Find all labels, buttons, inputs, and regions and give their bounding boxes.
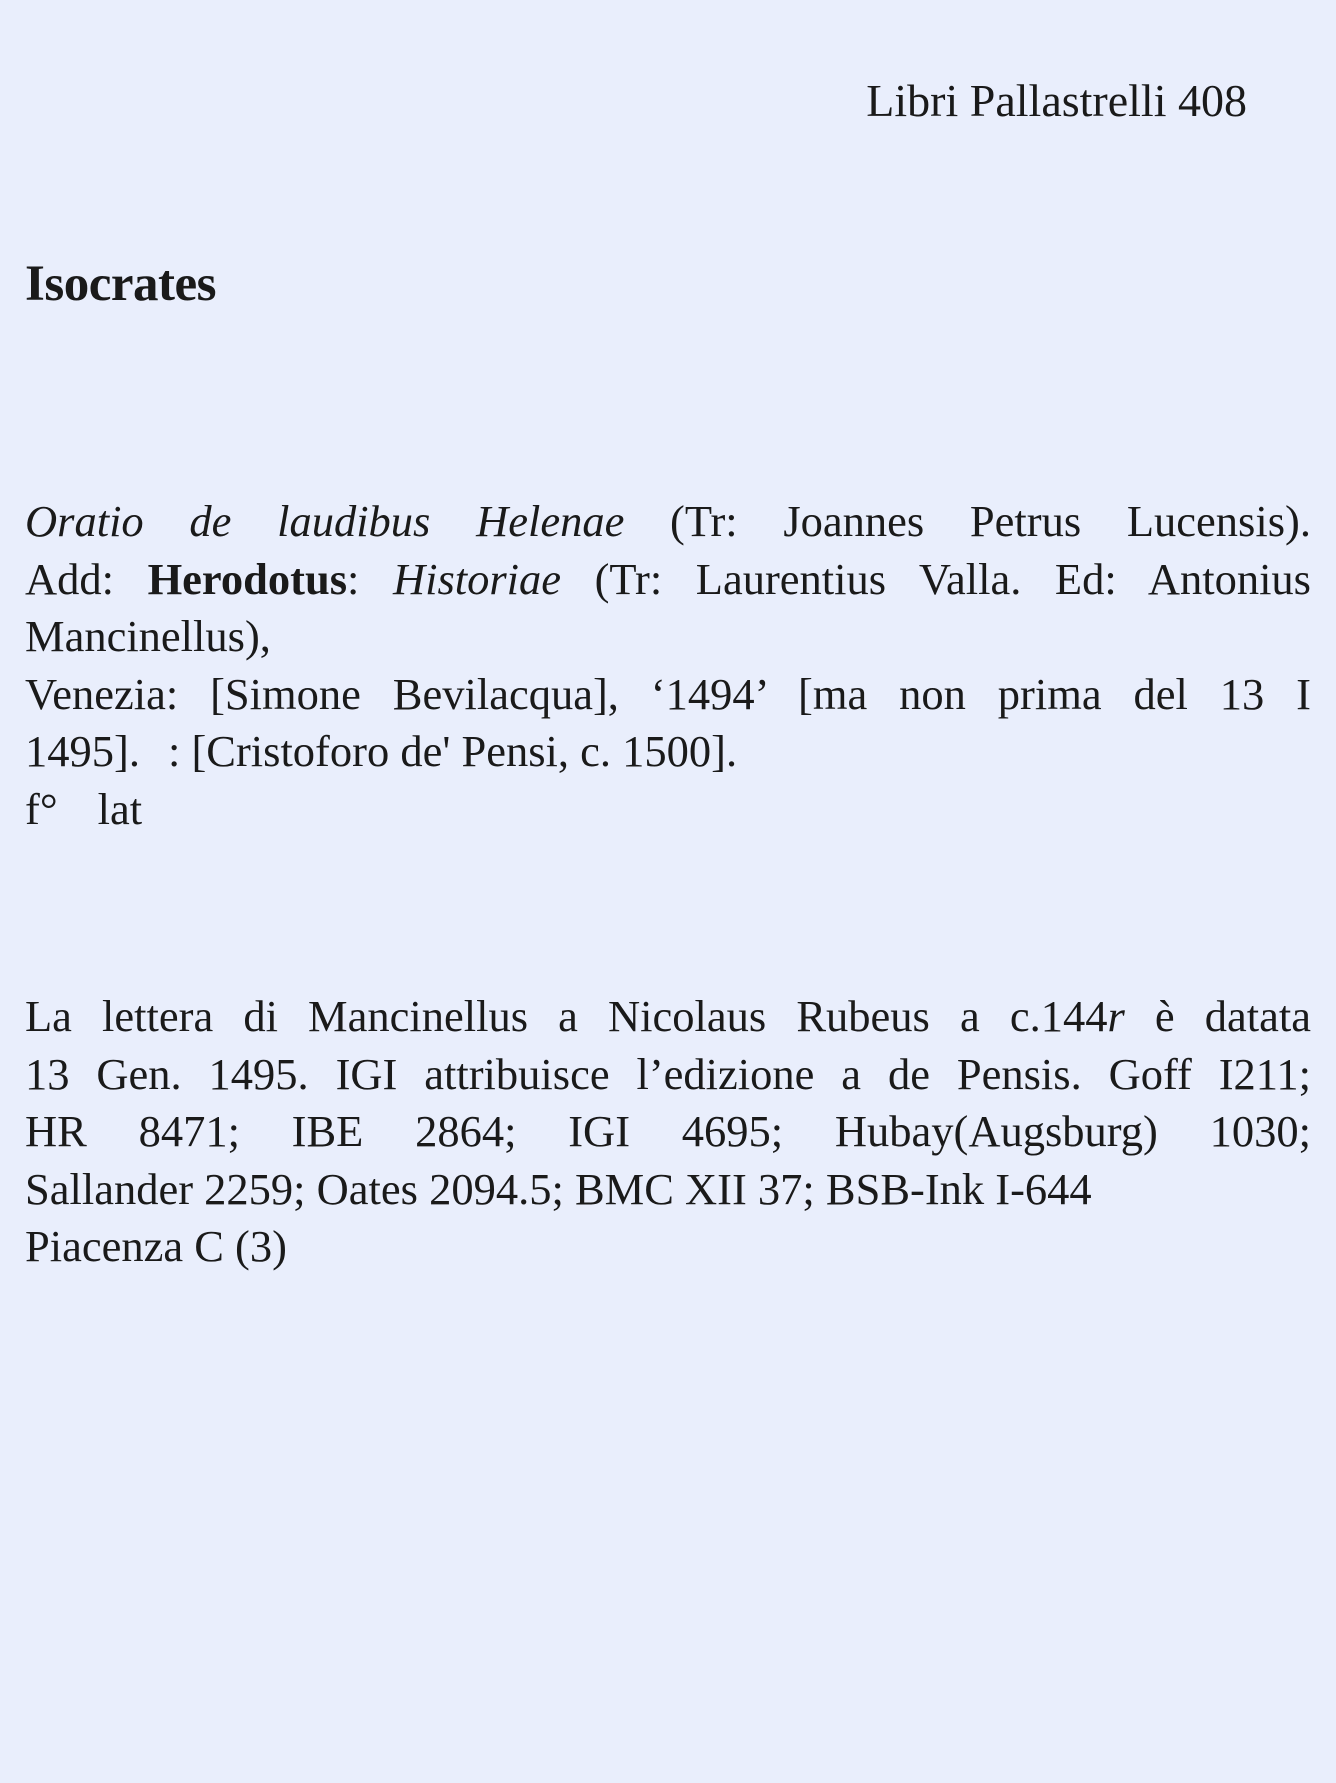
language: lat — [97, 783, 143, 834]
notes-line-1-end: è datata — [1124, 991, 1311, 1041]
notes — [25, 988, 1311, 1276]
description-line-1 — [25, 493, 1311, 551]
notes-line-1-text: La lettera di Mancinellus a Nicolaus Rubeus a c.144 — [25, 991, 1108, 1041]
work-title: Oratio de laudibus Helenae — [25, 496, 625, 546]
add-label: Add: — [25, 553, 148, 604]
notes-line-4: Sallander 2259; Oates 2094.5; BMC XII 37; BSB-Ink I-644 — [25, 1163, 1092, 1214]
added-work-title: Historiae — [392, 553, 562, 604]
added-work-note: (Tr: Laurentius Valla. Ed: Antonius — [561, 553, 1312, 604]
imprint-attribution: : [Cristoforo de' Pensi, c. 1500]. — [167, 726, 738, 776]
notes-line-1 — [25, 988, 1311, 1046]
notes-line-3: HR 8471; IBE 2864; IGI 4695; Hubay(Augsburg) 1030; — [25, 1106, 1311, 1156]
format-line — [25, 781, 1311, 839]
description-line-2 — [25, 551, 1311, 609]
add-separator: : — [347, 553, 393, 604]
recto-mark: r — [1107, 991, 1125, 1041]
bibliographic-description — [25, 493, 1311, 838]
description-line-3: Mancinellus), — [25, 611, 271, 661]
format: f° — [25, 783, 58, 834]
imprint-line-2 — [25, 723, 1311, 781]
author-heading: Isocrates — [25, 256, 216, 312]
notes-line-2: 13 Gen. 1495. IGI attribuisce l’edizione a de Pensis. Goff I211; — [25, 1048, 1311, 1099]
imprint-date: 1495]. — [25, 726, 140, 776]
shelfmark: Libri Pallastrelli 408 — [866, 75, 1247, 126]
added-author: Herodotus — [147, 553, 348, 604]
imprint-line: Venezia: [Simone Bevilacqua], ‘1494’ [ma non prima del 13 I — [25, 668, 1311, 719]
translator-note: (Tr: Joannes Petrus Lucensis). — [624, 496, 1311, 546]
holding-location: Piacenza C (3) — [25, 1221, 287, 1271]
